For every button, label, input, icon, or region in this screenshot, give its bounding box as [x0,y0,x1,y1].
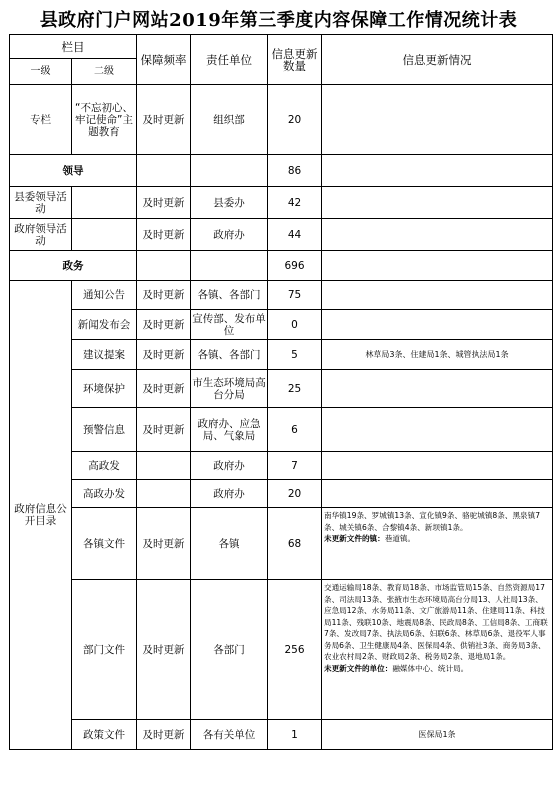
row-count: 7 [268,452,322,480]
special-frequency: 及时更新 [137,85,191,155]
row-frequency: 及时更新 [137,370,191,408]
special-level1: 专栏 [10,85,72,155]
row-unit: 市生态环境局高台分局 [191,370,268,408]
town-files-status [322,508,553,580]
row-level2: 各镇文件 [72,508,137,580]
row-unit: 政府办 [191,480,268,508]
table-row-special [10,85,553,155]
row-frequency [137,480,191,508]
leaders-total: 86 [268,155,322,187]
table-row [10,480,553,508]
row-level2: 建议提案 [72,340,137,370]
row-count: 42 [268,187,322,219]
row-unit: 政府办 [191,219,268,251]
row-level1: 县委领导活动 [10,187,72,219]
row-count: 6 [268,408,322,452]
row-level2: 部门文件 [72,580,137,720]
affairs-level1: 政府信息公开目录 [10,281,72,750]
row-count: 68 [268,508,322,580]
row-status: 林草局3条、住建局1条、城管执法局1条 [322,340,553,370]
table-row-leaders-subtotal [10,155,553,187]
row-frequency: 及时更新 [137,508,191,580]
content-statistics-table [9,34,553,750]
row-count: 20 [268,480,322,508]
row-unit: 政府办 [191,452,268,480]
header-unit: 责任单位 [191,35,268,85]
header-status: 信息更新情况 [322,35,553,85]
table-row-town-files [10,508,553,580]
row-level1: 政府领导活动 [10,219,72,251]
row-count: 75 [268,281,322,310]
row-frequency: 及时更新 [137,408,191,452]
dept-files-missing-label: 未更新文件的单位： [324,663,393,673]
row-unit: 各有关单位 [191,720,268,750]
row-count: 5 [268,340,322,370]
table-row [10,408,553,452]
row-count: 0 [268,310,322,340]
leaders-label: 领导 [10,155,137,187]
special-status [322,85,553,155]
table-row [10,340,553,370]
town-files-missing: 巷道镇。 [384,534,416,543]
header-row-1 [10,35,553,59]
row-status: 医保局1条 [322,720,553,750]
table-row [10,281,553,310]
row-level2: 高政办发 [72,480,137,508]
row-level2: 高政发 [72,452,137,480]
row-frequency: 及时更新 [137,340,191,370]
dept-files-status [322,580,553,720]
row-level2 [72,187,137,219]
row-count: 25 [268,370,322,408]
row-status [322,452,553,480]
row-status [322,480,553,508]
table-row-affairs-subtotal [10,251,553,281]
header-column-group: 栏目 [10,35,137,59]
row-status [322,408,553,452]
row-status [322,219,553,251]
row-frequency: 及时更新 [137,219,191,251]
row-frequency: 及时更新 [137,281,191,310]
special-unit: 组织部 [191,85,268,155]
row-count: 1 [268,720,322,750]
row-unit: 各部门 [191,580,268,720]
affairs-total: 696 [268,251,322,281]
table-row [10,310,553,340]
dept-files-missing: 融媒体中心、统计局。 [392,663,469,673]
row-frequency [137,452,191,480]
special-level2: “不忘初心、牢记使命”主题教育 [72,85,137,155]
row-status [322,187,553,219]
table-row [10,720,553,750]
row-unit: 各镇、各部门 [191,340,268,370]
special-count: 20 [268,85,322,155]
row-count: 256 [268,580,322,720]
table-row [10,219,553,251]
row-level2: 预警信息 [72,408,137,452]
town-files-missing-label: 未更新文件的镇： [324,534,385,543]
town-files-status-text: 南华镇19条、罗城镇13条、宣化镇9条、骆驼城镇8条、黑泉镇7条、城关镇6条、合黎镇4条、新坝镇1条。 [324,511,541,532]
header-frequency: 保障频率 [137,35,191,85]
row-level2: 新闻发布会 [72,310,137,340]
row-level2: 通知公告 [72,281,137,310]
row-status [322,370,553,408]
row-unit: 各镇 [191,508,268,580]
dept-files-status-text: 交通运输局18条、教育局18条、市场监管局15条、自然资源局17条、司法局13条、张掖市生态环境局高台分局13、人社局13条、应急局12条、水务局11条、文广旅游局11条、住建局11条、科技局11条、残联10条、地震局8条、民政局8条、工信局8条、工商联7条、发改局7条、执法局6条、妇联6条、林草局6条、退役军人事务局6条、卫生健康局4条、医保局4条、供销社3条、商务局3条、农业农村局2条、财政局2条、税务局2条、退地局1条。 [324,583,548,661]
header-count: 信息更新数量 [268,35,322,85]
header-level1: 一级 [10,59,72,85]
row-level2: 政策文件 [72,720,137,750]
table-row [10,452,553,480]
row-unit: 宣传部、发布单位 [191,310,268,340]
row-frequency: 及时更新 [137,720,191,750]
table-row-dept-files [10,580,553,720]
row-frequency: 及时更新 [137,187,191,219]
row-level2 [72,219,137,251]
table-row [10,187,553,219]
affairs-label: 政务 [10,251,137,281]
row-status [322,310,553,340]
table-row [10,370,553,408]
row-level2: 环境保护 [72,370,137,408]
row-unit: 县委办 [191,187,268,219]
header-level2: 二级 [72,59,137,85]
row-frequency: 及时更新 [137,310,191,340]
page-title: 县政府门户网站2019年第三季度内容保障工作情况统计表 [39,10,518,31]
row-count: 44 [268,219,322,251]
row-unit: 各镇、各部门 [191,281,268,310]
row-frequency: 及时更新 [137,580,191,720]
row-status [322,281,553,310]
row-unit: 政府办、应急局、气象局 [191,408,268,452]
